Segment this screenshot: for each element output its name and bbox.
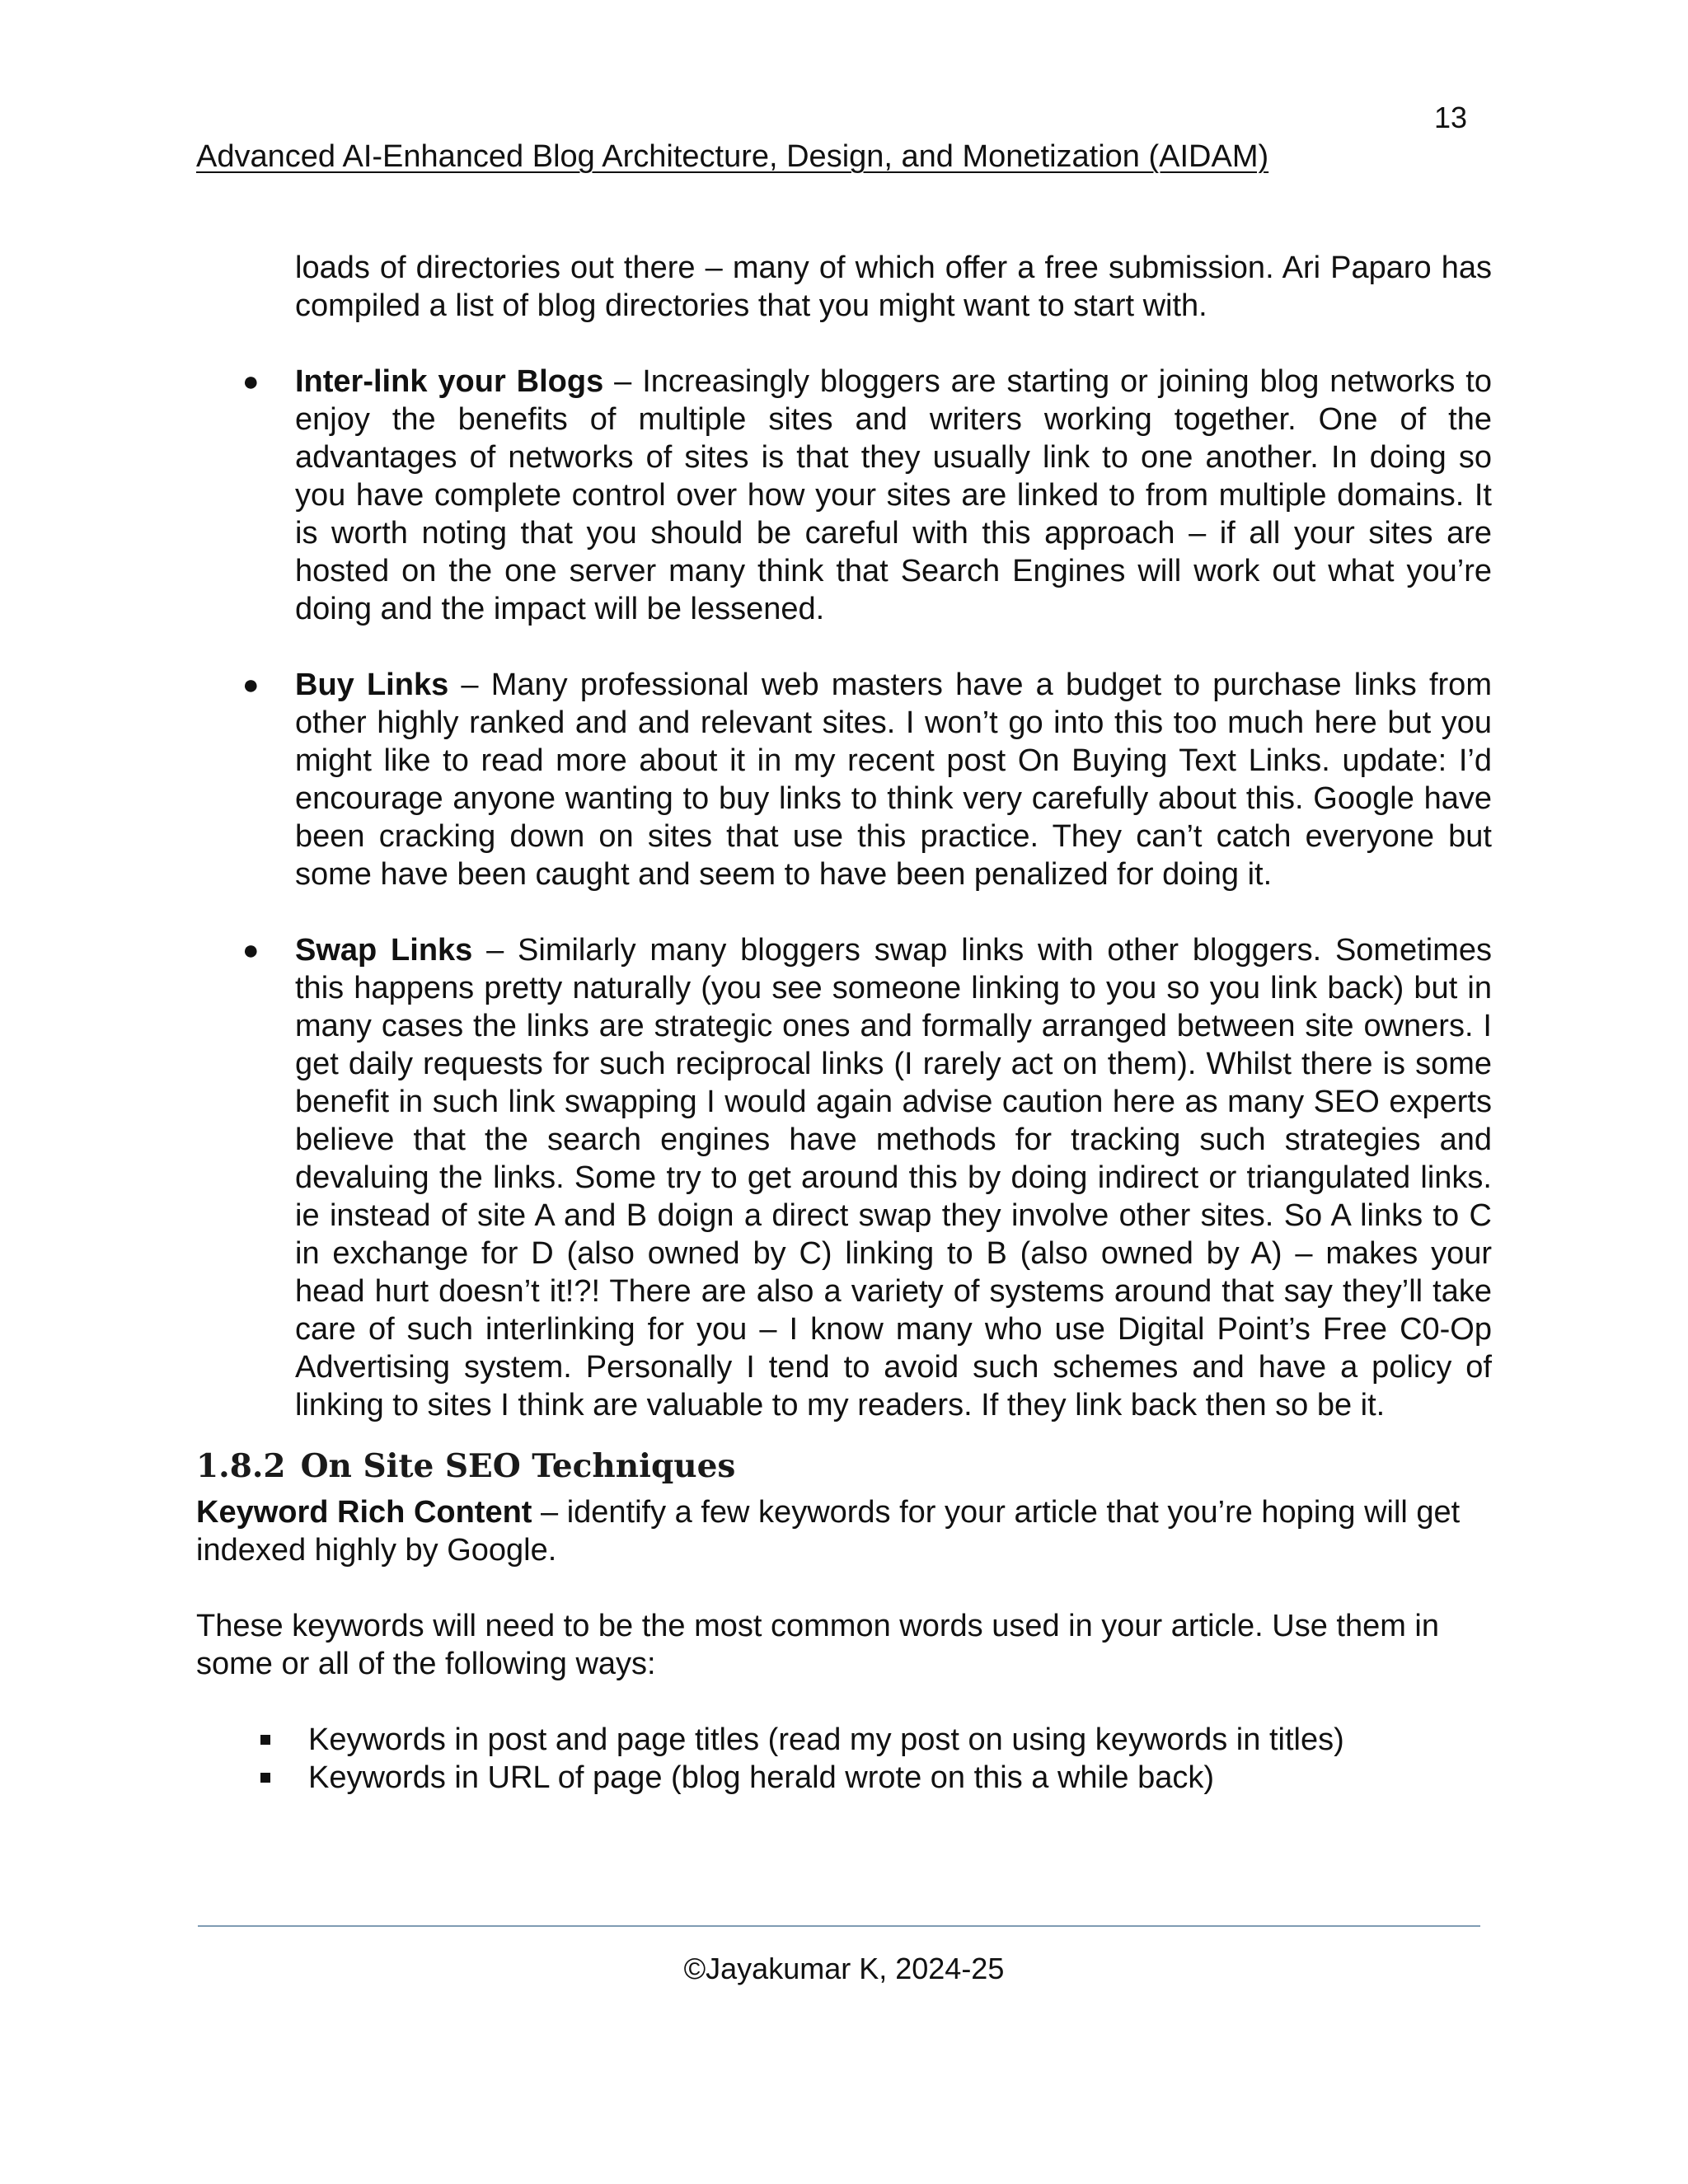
paragraph-term: Keyword Rich Content xyxy=(196,1495,532,1530)
list-item xyxy=(196,666,1492,893)
keyword-usage-list xyxy=(196,1721,1492,1797)
square-bullet-icon xyxy=(260,1735,270,1745)
bullet-term: Swap Links xyxy=(295,933,473,968)
list-item xyxy=(196,363,1492,628)
bullet-icon: ● xyxy=(242,366,260,397)
footer-divider xyxy=(198,1925,1480,1927)
page-body xyxy=(196,249,1492,1797)
bullet-icon: ● xyxy=(242,669,260,701)
continuation-paragraph: loads of directories out there – many of which offer a free submission. Ari Paparo has compiled a list of blog directories that you might want to start with. xyxy=(295,251,1492,323)
bullet-text: – Many professional web masters have a budget to purchase links from other highly ranked and and relevant sites. I won’t go into this too much here but you might like to read more about it in my recent post On Buying Text Links. update: I’d encourage anyone wanting to buy links to think very carefully about this. Google have been cracking down on sites that use this practice. They can’t catch everyone but some have been caught and seem to have been penalized for doing it. xyxy=(295,668,1492,892)
running-header: Advanced AI-Enhanced Blog Architecture, Design, and Monetization (AIDAM) xyxy=(196,139,1269,174)
list-item xyxy=(196,931,1492,1424)
list-item xyxy=(196,1759,1492,1797)
page-number: 13 xyxy=(1433,101,1467,134)
list-item xyxy=(196,1721,1492,1759)
bullet-icon: ● xyxy=(242,935,260,966)
link-strategies-list xyxy=(196,363,1492,1424)
bullet-text: – Similarly many bloggers swap links with other bloggers. Sometimes this happens pretty naturally (you see someone linking to you so you link back) but in many cases the links are strategic ones and formally arranged between site owners. I get daily requests for such reciprocal links (I rarely act on them). Whilst there is some benefit in such link swapping I would again advise caution here as many SEO experts believe that the search engines have methods for tracking such strategies and devaluing the links. Some try to get around this by doing indirect or triangulated links. ie instead of site A and B doign a direct swap they involve other sites. So A links to C in exchange for D (also owned by C) linking to B (also owned by A) – makes your head hurt doesn’t it!?! There are also a variety of systems around that say they’ll take care of such interlinking for you – I know many who use Digital Point’s Free C0-Op Advertising system. Personally I tend to avoid such schemes and have a policy of linking to sites I think are valuable to my readers. If they link back then so be it. xyxy=(295,933,1492,1422)
bullet-term: Buy Links xyxy=(295,668,449,702)
bullet-term: Inter-link your Blogs xyxy=(295,364,604,399)
keyword-rich-content-paragraph xyxy=(196,1493,1492,1569)
bullet-text: – Increasingly bloggers are starting or joining blog networks to enjoy the benefits of multiple sites and writers working together. One of the advantages of networks of sites is that they usually link to one another. In doing so you have complete control over how your sites are linked to from multiple domains. It is worth noting that you should be careful with this approach – if all your sites are hosted on the one server many think that Search Engines will work out what you’re doing and the impact will be lessened. xyxy=(295,364,1492,626)
list-item-text: Keywords in URL of page (blog herald wrote on this a while back) xyxy=(308,1760,1215,1795)
list-item-text: Keywords in post and page titles (read my post on using keywords in titles) xyxy=(308,1722,1344,1757)
section-title: On Site SEO Techniques xyxy=(300,1447,736,1485)
square-bullet-icon xyxy=(260,1773,270,1783)
paragraph-text: – identify a few keywords for your article that you’re hoping will get indexed highly by Google. xyxy=(196,1495,1461,1568)
section-number: 1.8.2 xyxy=(196,1447,286,1485)
footer-copyright: ©Jayakumar K, 2024-25 xyxy=(683,1952,1005,1985)
section-heading xyxy=(196,1446,1492,1487)
usage-paragraph: These keywords will need to be the most common words used in your article. Use them in some or all of the following ways: xyxy=(196,1609,1439,1681)
